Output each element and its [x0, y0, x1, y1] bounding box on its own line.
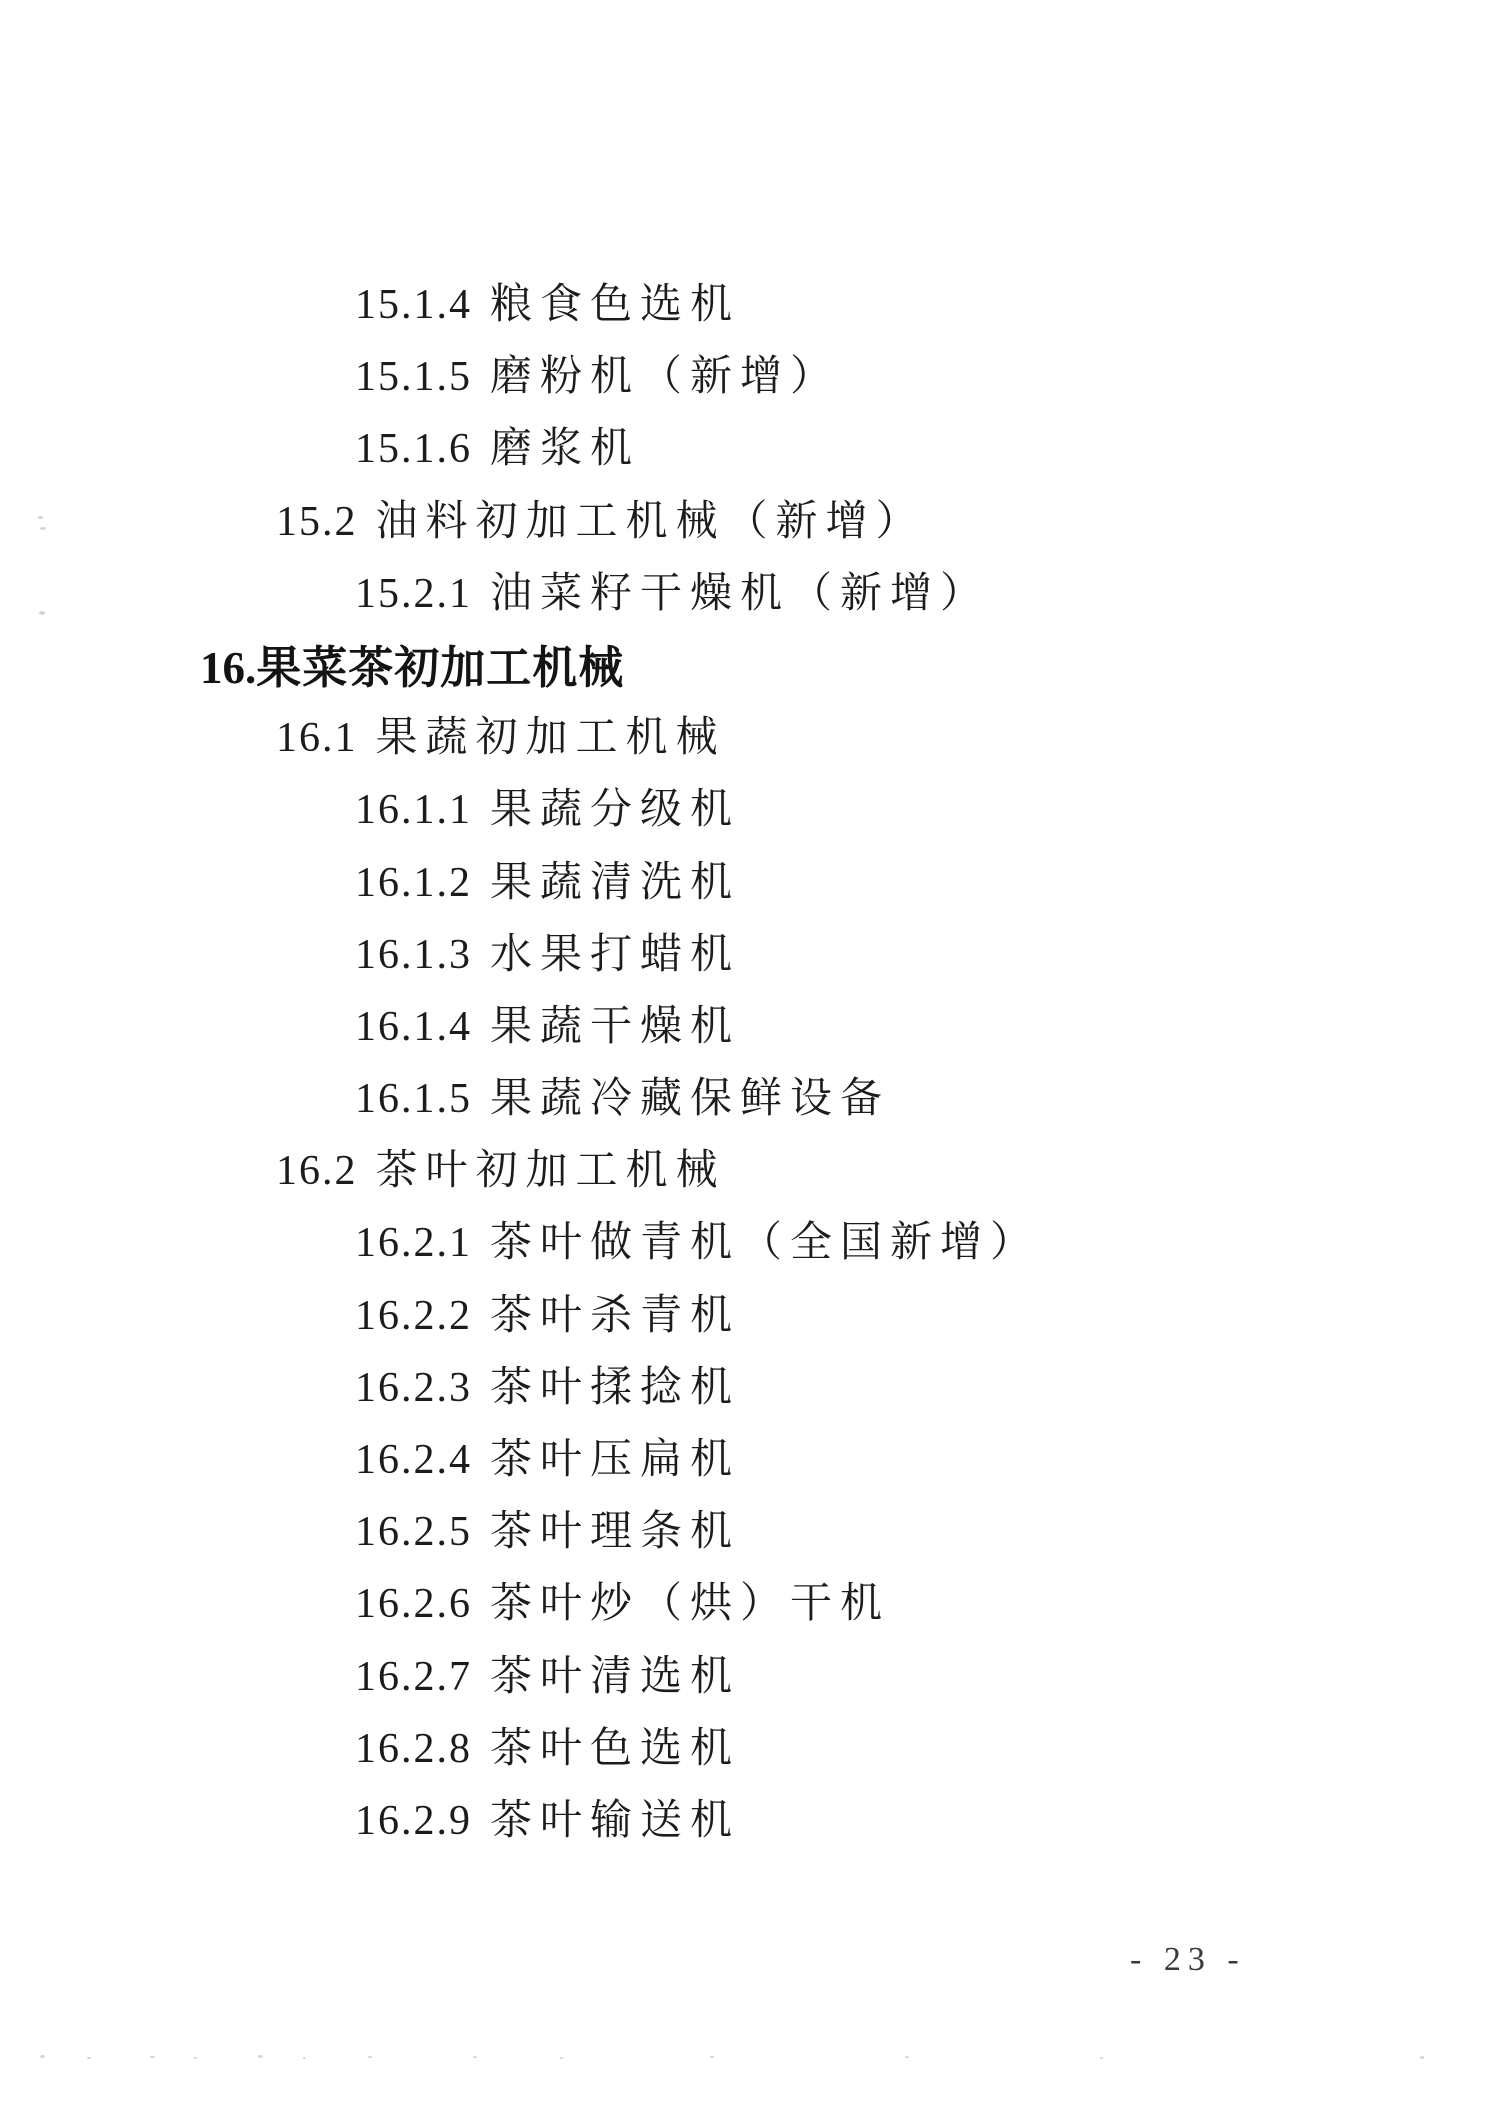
scan-artifact: [560, 2057, 563, 2059]
item-number: 16.2.1: [355, 1220, 472, 1267]
item-number: 16.1: [276, 715, 358, 762]
list-item: [0, 500, 1487, 572]
scan-artifact: [38, 516, 43, 519]
item-title: 磨粉机（新增）: [490, 354, 841, 401]
item-number: 15.2.1: [355, 570, 472, 617]
list-item: [0, 355, 1487, 427]
item-title: 茶叶理条机: [490, 1509, 741, 1556]
item-number: 15.1.6: [355, 426, 472, 473]
item-title: 茶叶做青机（全国新增）: [490, 1220, 1041, 1267]
item-number: 16.2.9: [355, 1797, 472, 1844]
item-title: 茶叶输送机: [490, 1797, 741, 1844]
list-item: [0, 1727, 1487, 1799]
item-title: 果蔬分级机: [490, 787, 741, 834]
item-number: 16.1.4: [355, 1003, 472, 1050]
item-title: 果菜茶初加工机械: [256, 642, 625, 693]
list-item: [0, 933, 1487, 1005]
scan-artifact: [150, 2056, 155, 2058]
machinery-list: [0, 283, 1487, 1871]
list-item: [0, 1077, 1487, 1149]
item-number: 16.2.8: [355, 1725, 472, 1772]
scan-artifact: [87, 2057, 91, 2059]
item-title: 磨浆机: [490, 426, 641, 473]
item-number: 16.1.3: [355, 931, 472, 978]
list-item: [0, 1582, 1487, 1654]
scan-artifact: [368, 2056, 372, 2058]
scan-artifact: [194, 2057, 197, 2059]
list-item: [0, 1005, 1487, 1077]
list-item: [0, 1366, 1487, 1438]
page-number: - 23 -: [1130, 1941, 1246, 1978]
scan-artifact: [905, 2056, 909, 2058]
item-number: 15.1.4: [355, 282, 472, 328]
list-item: [0, 1510, 1487, 1582]
list-item: [0, 788, 1487, 860]
list-item: [0, 1294, 1487, 1366]
list-item: [0, 1438, 1487, 1510]
item-title: 茶叶揉捻机: [490, 1364, 741, 1411]
item-title: 果蔬冷藏保鲜设备: [490, 1076, 891, 1123]
item-number: 16.2.6: [355, 1581, 472, 1628]
list-item: [0, 283, 1487, 355]
scan-artifact: [1100, 2057, 1103, 2059]
item-number: 16.2: [276, 1148, 358, 1195]
item-number: 16.2.3: [355, 1364, 472, 1411]
item-number: 16.1.2: [355, 859, 472, 906]
item-title: 油菜籽干燥机（新增）: [490, 570, 991, 617]
item-number: 16.2.4: [355, 1437, 472, 1483]
item-number: 16.1.5: [355, 1076, 472, 1123]
scan-artifact: [40, 2055, 45, 2058]
scan-artifact: [40, 527, 46, 530]
item-number: 15.1.5: [355, 354, 472, 401]
item-title: 茶叶初加工机械: [375, 1148, 726, 1195]
item-title: 茶叶清选机: [490, 1653, 741, 1700]
item-number: 16.: [200, 642, 257, 693]
list-item: [0, 572, 1487, 644]
item-title: 粮食色选机: [490, 282, 741, 328]
list-item: [0, 1799, 1487, 1871]
list-item: [0, 716, 1487, 788]
list-item: [0, 1655, 1487, 1727]
item-title: 油料初加工机械（新增）: [375, 498, 926, 545]
item-title: 茶叶色选机: [490, 1725, 741, 1772]
item-title: 果蔬初加工机械: [375, 715, 726, 762]
item-title: 茶叶压扁机: [490, 1437, 741, 1483]
scan-artifact: [473, 2056, 477, 2058]
scan-artifact: [1420, 2056, 1424, 2059]
scan-artifact: [39, 611, 45, 615]
list-item: [0, 1149, 1487, 1221]
list-item: [0, 644, 1487, 716]
item-number: 16.2.2: [355, 1292, 472, 1339]
scan-artifact: [258, 2055, 263, 2058]
scan-artifact: [303, 2057, 306, 2059]
list-item: [0, 1221, 1487, 1293]
list-item: [0, 861, 1487, 933]
item-title: 茶叶炒（烘）干机: [490, 1581, 891, 1628]
list-item: [0, 427, 1487, 499]
item-number: 16.1.1: [355, 787, 472, 834]
item-title: 果蔬干燥机: [490, 1003, 741, 1050]
item-number: 15.2: [276, 498, 358, 545]
item-title: 果蔬清洗机: [490, 859, 741, 906]
scan-artifact: [710, 2056, 714, 2058]
item-title: 茶叶杀青机: [490, 1292, 741, 1339]
item-number: 16.2.7: [355, 1653, 472, 1700]
item-number: 16.2.5: [355, 1509, 472, 1556]
item-title: 水果打蜡机: [490, 931, 741, 978]
